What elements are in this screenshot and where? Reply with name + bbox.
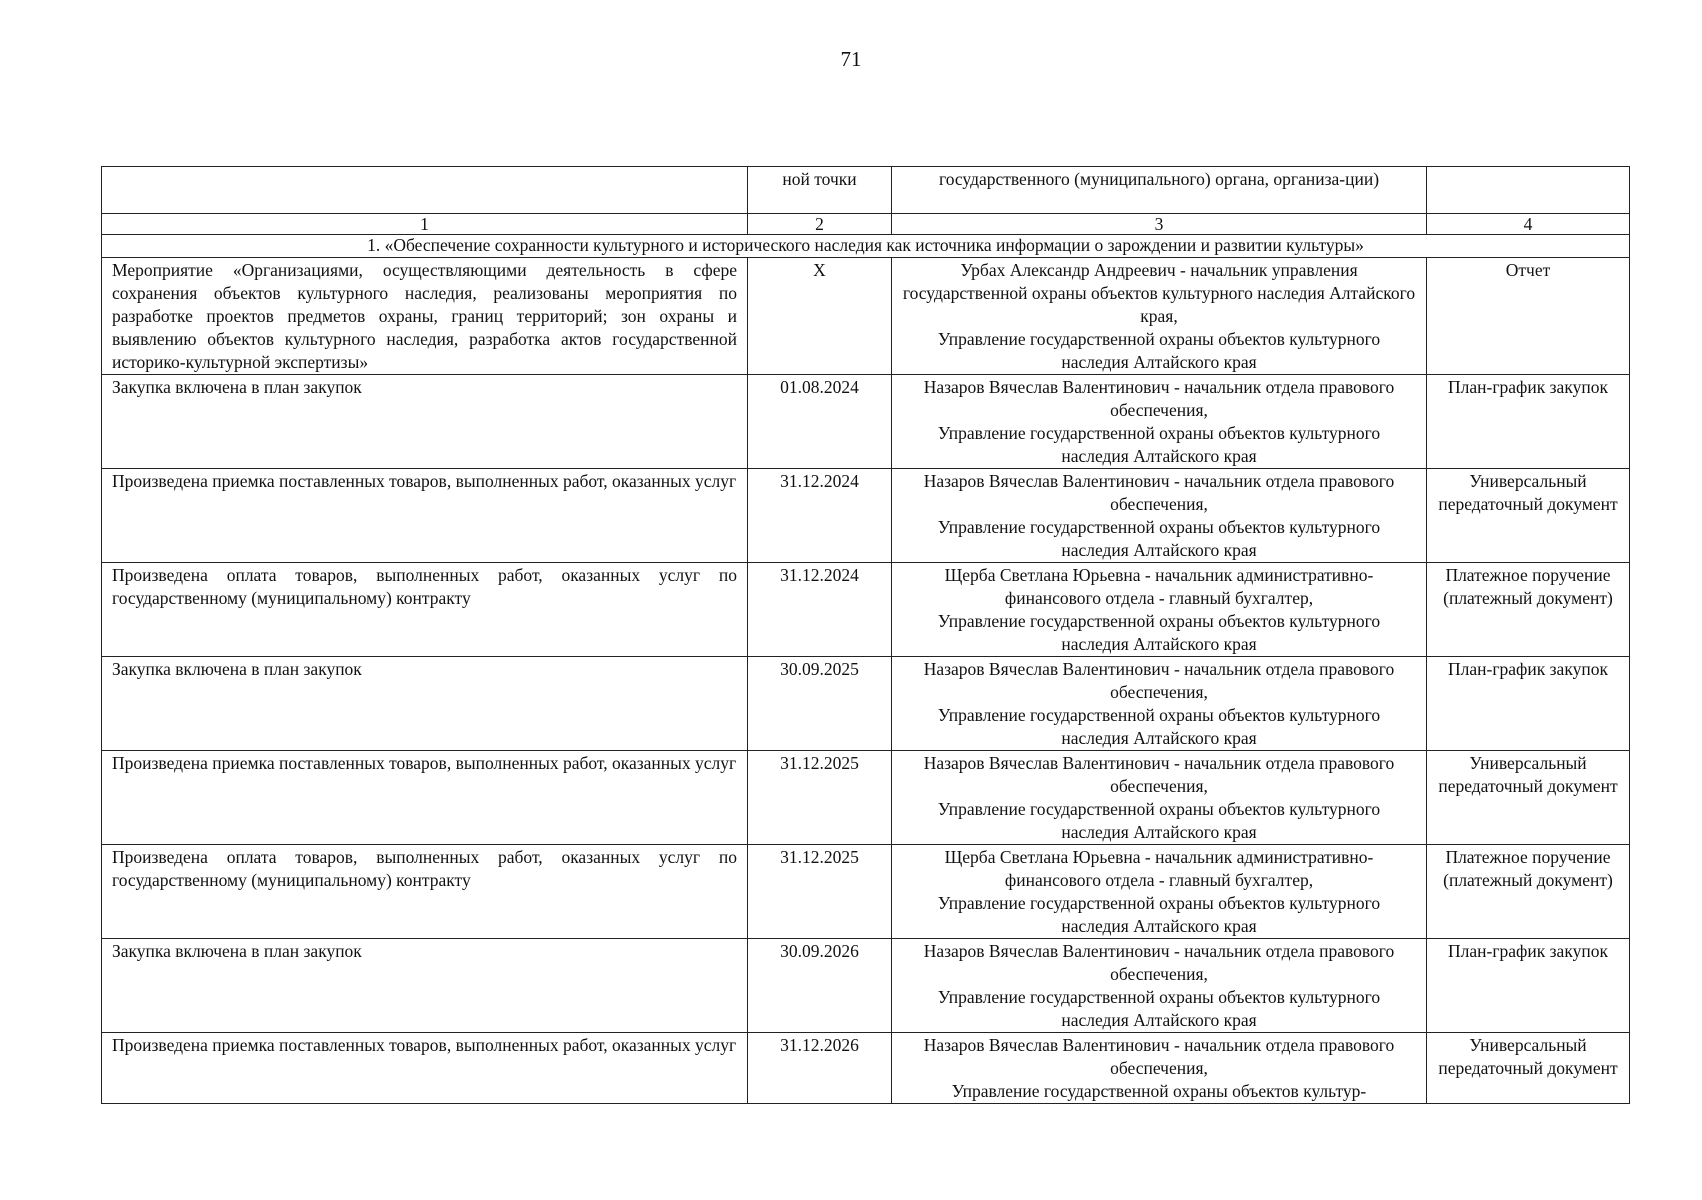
- event-cell: Закупка включена в план закупок: [102, 375, 748, 469]
- event-cell: Произведена приемка поставленных товаров, выполненных работ, оказанных услуг: [102, 1033, 748, 1104]
- header-cell-4: [1427, 167, 1630, 214]
- responsible-person: Щерба Светлана Юрьевна - начальник административно-финансового отдела - главный бухгалтер,: [944, 565, 1374, 608]
- responsible-person: Назаров Вячеслав Валентинович - начальник отдела правового обеспечения,: [923, 941, 1395, 984]
- responsible-person: Щерба Светлана Юрьевна - начальник административно-финансового отдела - главный бухгалтер,: [944, 847, 1374, 890]
- date-cell: 31.12.2024: [748, 469, 892, 563]
- header-continuation-row: [102, 167, 1630, 214]
- responsible-person: Назаров Вячеслав Валентинович - начальник отдела правового обеспечения,: [923, 753, 1395, 796]
- responsible-cell: [892, 563, 1427, 657]
- section-title-row: [102, 235, 1630, 258]
- table-row: [102, 563, 1630, 657]
- responsible-organization: Управление государственной охраны объектов культурного наследия Алтайского края: [937, 517, 1381, 560]
- responsible-organization: Управление государственной охраны объектов культурного наследия Алтайского края: [937, 799, 1381, 842]
- responsible-cell: [892, 375, 1427, 469]
- date-cell: 30.09.2025: [748, 657, 892, 751]
- event-cell: Произведена приемка поставленных товаров, выполненных работ, оказанных услуг: [102, 469, 748, 563]
- responsible-person: Урбах Александр Андреевич - начальник управления государственной охраны объектов культурного наследия Алтайского края,: [902, 260, 1416, 326]
- document-cell: Платежное поручение (платежный документ): [1427, 563, 1630, 657]
- table-row: [102, 375, 1630, 469]
- header-cell-2: ной точки: [748, 167, 892, 214]
- responsible-organization: Управление государственной охраны объектов культурного наследия Алтайского края: [937, 611, 1381, 654]
- responsible-person: Назаров Вячеслав Валентинович - начальник отдела правового обеспечения,: [923, 471, 1395, 514]
- responsible-cell: [892, 939, 1427, 1033]
- responsible-organization: Управление государственной охраны объектов культурного наследия Алтайского края: [937, 987, 1381, 1030]
- document-cell: План-график закупок: [1427, 657, 1630, 751]
- table-row: [102, 469, 1630, 563]
- document-cell: Универсальный передаточный документ: [1427, 469, 1630, 563]
- responsible-person: Назаров Вячеслав Валентинович - начальник отдела правового обеспечения,: [923, 659, 1395, 702]
- responsible-organization: Управление государственной охраны объектов культурного наследия Алтайского края: [937, 705, 1381, 748]
- event-cell: Закупка включена в план закупок: [102, 939, 748, 1033]
- date-cell: 31.12.2025: [748, 845, 892, 939]
- responsible-cell: [892, 845, 1427, 939]
- event-cell: Мероприятие «Организациями, осуществляющими деятельность в сфере сохранения объектов культурного наследия, реализованы мероприятия по разработке проектов предметов охраны, границ территорий; зон охраны и выявлению объектов культурного наследия, разработка актов государственной историко-культурной экспертизы»: [102, 258, 748, 375]
- document-cell: Отчет: [1427, 258, 1630, 375]
- header-cell-1: [102, 167, 748, 214]
- section-title: 1. «Обеспечение сохранности культурного и исторического наследия как источника информации о зарождении и развитии культуры»: [102, 235, 1630, 258]
- table-row: [102, 1033, 1630, 1104]
- table-row: [102, 258, 1630, 375]
- responsible-cell: [892, 469, 1427, 563]
- document-cell: Платежное поручение (платежный документ): [1427, 845, 1630, 939]
- responsible-person: Назаров Вячеслав Валентинович - начальник отдела правового обеспечения,: [923, 1035, 1395, 1078]
- column-number-2: 2: [748, 214, 892, 235]
- responsible-cell: [892, 657, 1427, 751]
- date-cell: 31.12.2024: [748, 563, 892, 657]
- event-cell: Закупка включена в план закупок: [102, 657, 748, 751]
- events-table: [101, 166, 1630, 1104]
- document-cell: План-график закупок: [1427, 375, 1630, 469]
- responsible-organization: Управление государственной охраны объектов культурного наследия Алтайского края: [937, 329, 1381, 372]
- responsible-cell: [892, 751, 1427, 845]
- column-number-1: 1: [102, 214, 748, 235]
- date-cell: 31.12.2025: [748, 751, 892, 845]
- table-row: [102, 751, 1630, 845]
- date-cell: 30.09.2026: [748, 939, 892, 1033]
- responsible-cell: [892, 1033, 1427, 1104]
- column-number-row: [102, 214, 1630, 235]
- document-cell: План-график закупок: [1427, 939, 1630, 1033]
- page-number: 71: [840, 47, 862, 71]
- event-cell: Произведена приемка поставленных товаров, выполненных работ, оказанных услуг: [102, 751, 748, 845]
- event-cell: Произведена оплата товаров, выполненных работ, оказанных услуг по государственному (муниципальному) контракту: [102, 563, 748, 657]
- table-row: [102, 657, 1630, 751]
- responsible-organization: Управление государственной охраны объектов культурного наследия Алтайского края: [937, 423, 1381, 466]
- date-cell: 31.12.2026: [748, 1033, 892, 1104]
- responsible-person: Назаров Вячеслав Валентинович - начальник отдела правового обеспечения,: [923, 377, 1395, 420]
- table-row: [102, 939, 1630, 1033]
- column-number-4: 4: [1427, 214, 1630, 235]
- responsible-organization: Управление государственной охраны объектов культурного наследия Алтайского края: [937, 893, 1381, 936]
- column-number-3: 3: [892, 214, 1427, 235]
- date-cell: 01.08.2024: [748, 375, 892, 469]
- document-cell: Универсальный передаточный документ: [1427, 751, 1630, 845]
- date-cell: X: [748, 258, 892, 375]
- responsible-cell: [892, 258, 1427, 375]
- table-row: [102, 845, 1630, 939]
- document-cell: Универсальный передаточный документ: [1427, 1033, 1630, 1104]
- header-cell-3: государственного (муниципального) органа, организа-ции): [892, 167, 1427, 214]
- responsible-organization: Управление государственной охраны объектов культур-: [951, 1081, 1367, 1101]
- event-cell: Произведена оплата товаров, выполненных работ, оказанных услуг по государственному (муниципальному) контракту: [102, 845, 748, 939]
